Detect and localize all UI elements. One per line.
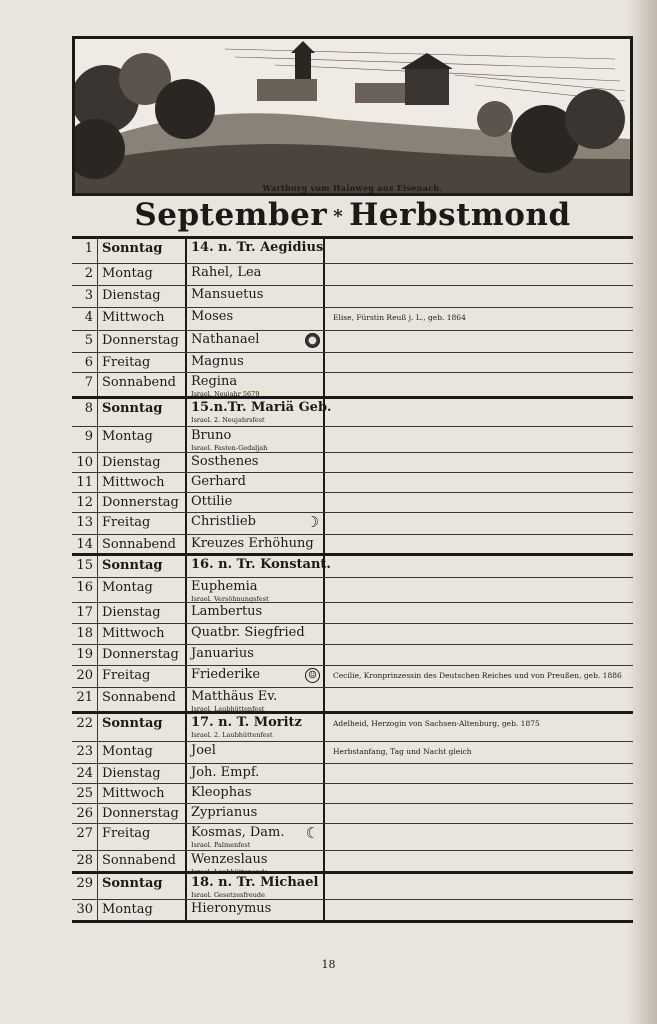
weekday: Sonnabend xyxy=(98,373,187,396)
saint-name: Bruno xyxy=(191,428,232,443)
name-day-cell xyxy=(187,556,331,577)
day-row xyxy=(72,763,633,783)
day-number: 10 xyxy=(72,453,98,472)
day-number: 12 xyxy=(72,493,98,512)
day-number: 16 xyxy=(72,578,98,602)
notes-cell xyxy=(325,874,633,899)
name-day-cell xyxy=(187,742,325,763)
name-day-cell xyxy=(187,264,325,285)
saint-name: 18. n. Tr. Michael xyxy=(191,875,319,890)
notes-cell: Cecilie, Kronprinzessin des Deutschen Reiches und von Preußen, geb. 1886 xyxy=(333,671,622,680)
notes-cell xyxy=(325,645,633,665)
day-row xyxy=(72,534,633,553)
name-day-cell xyxy=(187,900,325,920)
saint-name: Quatbr. Siegfried xyxy=(191,625,305,640)
notes-cell xyxy=(325,239,633,263)
day-number: 20 xyxy=(72,666,98,687)
day-row xyxy=(72,665,633,687)
day-row xyxy=(72,874,633,899)
notes-cell xyxy=(325,784,633,803)
day-number: 21 xyxy=(72,688,98,711)
name-day-cell xyxy=(187,373,325,396)
name-day-cell xyxy=(187,603,325,623)
day-row xyxy=(72,372,633,396)
weekday: Sonntag xyxy=(98,714,187,741)
day-row xyxy=(72,602,633,623)
day-number: 9 xyxy=(72,427,98,452)
name-day-cell xyxy=(187,714,325,741)
saint-name: 17. n. T. Moritz xyxy=(191,715,302,730)
notes-cell xyxy=(325,900,633,920)
day-number: 1 xyxy=(72,239,98,263)
feast-note: Israel. Fasten-Gedaljah xyxy=(191,444,268,452)
day-row xyxy=(72,850,633,876)
day-row xyxy=(72,741,633,763)
name-day-cell xyxy=(187,286,325,307)
day-number: 3 xyxy=(72,286,98,307)
day-number: 27 xyxy=(72,824,98,850)
name-day-cell xyxy=(187,353,325,372)
day-number: 15 xyxy=(72,556,98,577)
week-block xyxy=(72,711,633,876)
day-number: 22 xyxy=(72,714,98,741)
notes-cell xyxy=(325,493,633,512)
day-row xyxy=(72,452,633,472)
wartburg-illustration xyxy=(72,36,633,196)
feast-note: Israel. Laubhüttenfest xyxy=(191,705,265,713)
weekday: Donnerstag xyxy=(98,493,187,512)
week-block xyxy=(72,236,633,396)
saint-name: Kleophas xyxy=(191,785,252,800)
moon-phase-icon: ☾ xyxy=(305,824,320,842)
weekday: Sonnabend xyxy=(98,851,187,871)
day-row xyxy=(72,714,633,741)
day-row xyxy=(72,512,633,534)
name-day-cell xyxy=(187,851,325,876)
day-row xyxy=(72,263,633,285)
day-row xyxy=(72,577,633,602)
saint-name: Gerhard xyxy=(191,474,246,489)
saint-name: Magnus xyxy=(191,354,244,369)
saint-name: 16. n. Tr. Konstant. xyxy=(191,557,331,572)
week-block xyxy=(72,396,633,553)
name-day-cell xyxy=(187,308,325,330)
weekday: Dienstag xyxy=(98,603,187,623)
notes-cell xyxy=(325,535,633,553)
day-number: 17 xyxy=(72,603,98,623)
day-number: 5 xyxy=(72,331,98,352)
weekday: Montag xyxy=(98,900,187,920)
saint-name: Rahel, Lea xyxy=(191,265,262,280)
day-number: 26 xyxy=(72,804,98,823)
weekday: Freitag xyxy=(98,666,187,687)
day-row xyxy=(72,823,633,850)
saint-name: Januarius xyxy=(191,646,254,661)
name-day-cell xyxy=(187,399,332,426)
notes-cell xyxy=(325,851,633,871)
weekday: Montag xyxy=(98,427,187,452)
saint-name: 14. n. Tr. Aegidius xyxy=(191,240,324,255)
feast-note: Israel. Palmenfest xyxy=(191,841,251,849)
day-row xyxy=(72,307,633,330)
saint-name: Ottilie xyxy=(191,494,233,509)
day-row xyxy=(72,472,633,492)
feast-note: Israel. Laubhüttenende xyxy=(191,868,269,876)
day-row xyxy=(72,803,633,823)
name-day-cell xyxy=(187,764,325,783)
weekday: Donnerstag xyxy=(98,331,187,352)
notes-cell xyxy=(325,373,633,396)
day-number: 28 xyxy=(72,851,98,871)
moon-phase-icon: ☽ xyxy=(305,513,320,531)
day-number: 4 xyxy=(72,308,98,330)
name-day-cell xyxy=(187,239,325,263)
notes-cell xyxy=(325,353,633,372)
saint-name: Joh. Empf. xyxy=(191,765,260,780)
notes-cell xyxy=(325,578,633,602)
weekday: Donnerstag xyxy=(98,804,187,823)
name-day-cell xyxy=(187,874,325,899)
name-day-cell xyxy=(187,427,325,452)
weekday: Sonntag xyxy=(98,874,187,899)
day-row xyxy=(72,492,633,512)
weekday: Sonnabend xyxy=(98,688,187,711)
weekday: Donnerstag xyxy=(98,645,187,665)
name-day-cell xyxy=(187,784,325,803)
title-star: * xyxy=(333,205,344,227)
weekday: Dienstag xyxy=(98,286,187,307)
notes-cell xyxy=(325,513,633,534)
calendar-table xyxy=(72,236,633,923)
notes-cell xyxy=(325,427,633,452)
day-number: 2 xyxy=(72,264,98,285)
name-day-cell xyxy=(187,645,325,665)
weekday: Mittwoch xyxy=(98,473,187,492)
notes-cell xyxy=(325,556,633,577)
day-row xyxy=(72,899,633,920)
month-name: September xyxy=(134,197,328,233)
weekday: Mittwoch xyxy=(98,624,187,644)
name-day-cell xyxy=(187,804,325,823)
name-day-cell xyxy=(187,453,325,472)
saint-name: Euphemia xyxy=(191,579,258,594)
notes-cell xyxy=(325,624,633,644)
feast-note: Israel. 2. Neujahrsfest xyxy=(191,416,265,424)
day-number: 24 xyxy=(72,764,98,783)
saint-name: Kreuzes Erhöhung xyxy=(191,536,314,551)
notes-cell xyxy=(325,399,633,426)
notes-cell xyxy=(325,264,633,285)
day-number: 8 xyxy=(72,399,98,426)
day-row xyxy=(72,399,633,426)
saint-name: Christlieb xyxy=(191,514,256,529)
day-number: 6 xyxy=(72,353,98,372)
weekday: Mittwoch xyxy=(98,308,187,330)
day-number: 23 xyxy=(72,742,98,763)
notes-cell xyxy=(325,603,633,623)
notes-cell xyxy=(325,824,633,850)
weekday: Freitag xyxy=(98,513,187,534)
saint-name: Friederike xyxy=(191,667,261,682)
day-number: 29 xyxy=(72,874,98,899)
notes-cell xyxy=(325,473,633,492)
day-number: 7 xyxy=(72,373,98,396)
day-row xyxy=(72,783,633,803)
day-number: 30 xyxy=(72,900,98,920)
weekday: Dienstag xyxy=(98,453,187,472)
month-alt-name: Herbstmond xyxy=(349,197,571,233)
weekday: Sonntag xyxy=(98,399,187,426)
saint-name: Regina xyxy=(191,374,238,389)
day-number: 19 xyxy=(72,645,98,665)
saint-name: Matthäus Ev. xyxy=(191,689,278,704)
notes-cell: Herbstanfang, Tag und Nacht gleich xyxy=(333,747,472,756)
name-day-cell xyxy=(187,535,325,553)
illustration-caption: Wartburg vom Hainweg aus Eisenach. xyxy=(262,183,443,193)
day-number: 14 xyxy=(72,535,98,553)
notes-cell xyxy=(325,331,633,352)
week-block xyxy=(72,871,633,923)
saint-name: Wenzeslaus xyxy=(191,852,268,867)
saint-name: Moses xyxy=(191,309,234,324)
day-number: 11 xyxy=(72,473,98,492)
moon-phase-icon: ☺ xyxy=(305,668,320,683)
weekday: Mittwoch xyxy=(98,784,187,803)
weekday: Montag xyxy=(98,742,187,763)
feast-note: Israel. Gesetzesfreude xyxy=(191,891,265,899)
day-row xyxy=(72,623,633,644)
notes-cell xyxy=(325,688,633,711)
notes-cell xyxy=(325,764,633,783)
feast-note: Israel. Versöhnungsfest xyxy=(191,595,269,603)
name-day-cell xyxy=(187,824,325,850)
saint-name: Kosmas, Dam. xyxy=(191,825,285,840)
notes-cell xyxy=(325,453,633,472)
name-day-cell xyxy=(187,624,325,644)
saint-name: Sosthenes xyxy=(191,454,259,469)
notes-cell: Adelheid, Herzogin von Sachsen-Altenburg, geb. 1875 xyxy=(333,719,540,728)
day-number: 25 xyxy=(72,784,98,803)
weekday: Freitag xyxy=(98,824,187,850)
day-number: 13 xyxy=(72,513,98,534)
notes-cell xyxy=(325,286,633,307)
day-row xyxy=(72,644,633,665)
month-title xyxy=(72,193,633,239)
saint-name: Lambertus xyxy=(191,604,263,619)
weekday: Sonntag xyxy=(98,556,187,577)
saint-name: Joel xyxy=(191,743,216,758)
saint-name: 15.n.Tr. Mariä Geb. xyxy=(191,400,332,415)
name-day-cell xyxy=(187,493,325,512)
day-row xyxy=(72,556,633,577)
day-row xyxy=(72,352,633,372)
weekday: Montag xyxy=(98,264,187,285)
day-row xyxy=(72,426,633,452)
saint-name: Nathanael xyxy=(191,332,260,347)
weekday: Sonntag xyxy=(98,239,187,263)
saint-name: Zyprianus xyxy=(191,805,258,820)
name-day-cell xyxy=(187,473,325,492)
day-row xyxy=(72,687,633,711)
week-block xyxy=(72,553,633,711)
feast-note: Israel. 2. Laubhüttenfest xyxy=(191,731,273,739)
name-day-cell xyxy=(187,513,325,534)
weekday: Dienstag xyxy=(98,764,187,783)
saint-name: Hieronymus xyxy=(191,901,272,916)
page-number: 18 xyxy=(321,958,336,971)
weekday: Sonnabend xyxy=(98,535,187,553)
moon-phase-icon: ● xyxy=(305,333,320,348)
day-row xyxy=(72,285,633,307)
name-day-cell xyxy=(187,578,325,602)
day-row xyxy=(72,330,633,352)
notes-cell xyxy=(325,804,633,823)
saint-name: Mansuetus xyxy=(191,287,264,302)
weekday: Montag xyxy=(98,578,187,602)
name-day-cell xyxy=(187,666,325,687)
name-day-cell xyxy=(187,688,325,711)
weekday: Freitag xyxy=(98,353,187,372)
notes-cell: Elise, Fürstin Reuß j. L., geb. 1864 xyxy=(333,313,466,322)
name-day-cell xyxy=(187,331,325,352)
day-number: 18 xyxy=(72,624,98,644)
day-row xyxy=(72,239,633,263)
feast-note: Israel. Neujahr 5679 xyxy=(191,390,260,398)
